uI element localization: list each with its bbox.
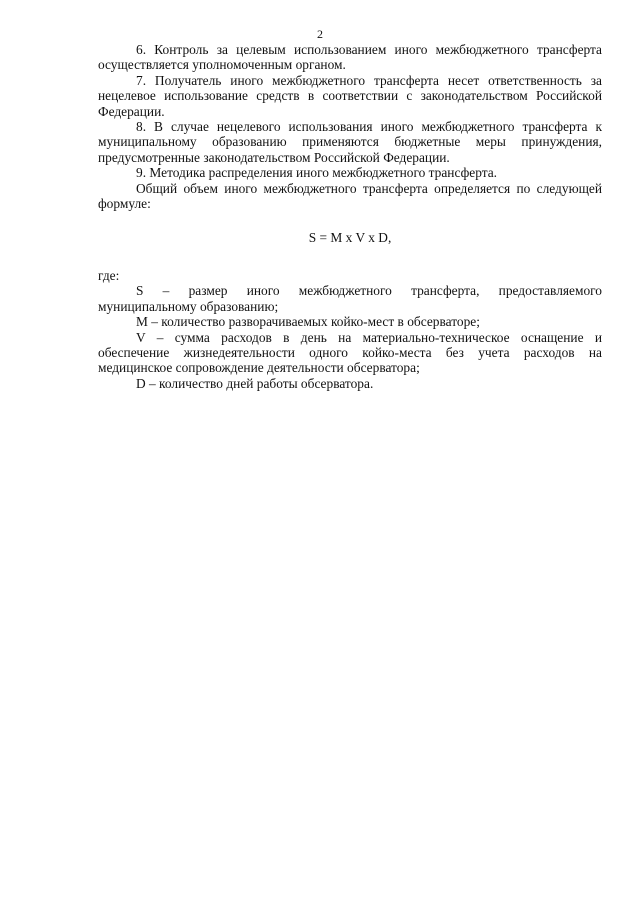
paragraph-enforcement: 8. В случае нецелевого использования иного межбюджетного трансферта к муниципальному образованию применяются бюджетные меры принуждения, предусмотренные законодательством Российской Федерации. — [98, 119, 602, 165]
definition-m: M – количество разворачиваемых койко-мест в обсерваторе; — [136, 314, 480, 330]
page-number: 2 — [317, 27, 323, 41]
definition-d: D – количество дней работы обсерватора. — [136, 375, 374, 391]
paragraph-control: 6. Контроль за целевым использованием иного межбюджетного трансферта осуществляется уполномоченным органом. — [98, 42, 602, 73]
definition-s: S – размер иного межбюджетного трансферта, предоставляемого муниципальному образованию; — [98, 283, 602, 314]
where-label: где: — [98, 267, 120, 283]
paragraph-formula-intro: Общий объем иного межбюджетного трансферта определяется по следующей формуле: — [98, 180, 602, 212]
formula: S = M x V x D, — [308, 230, 392, 246]
paragraph-methodology: 9. Методика распределения иного межбюджетного трансферта. — [136, 165, 498, 181]
paragraph-responsibility: 7. Получатель иного межбюджетного трансферта несет ответственность за нецелевое использование средств в соответствии с законодательством Российской Федерации. — [98, 72, 602, 119]
definition-v: V – сумма расходов в день на материально-техническое оснащение и обеспечение жизнедеятельности одного койко-места без учета расходов на медицинское сопровождение деятельности обсерватора; — [98, 329, 602, 376]
document-body — [98, 42, 602, 391]
